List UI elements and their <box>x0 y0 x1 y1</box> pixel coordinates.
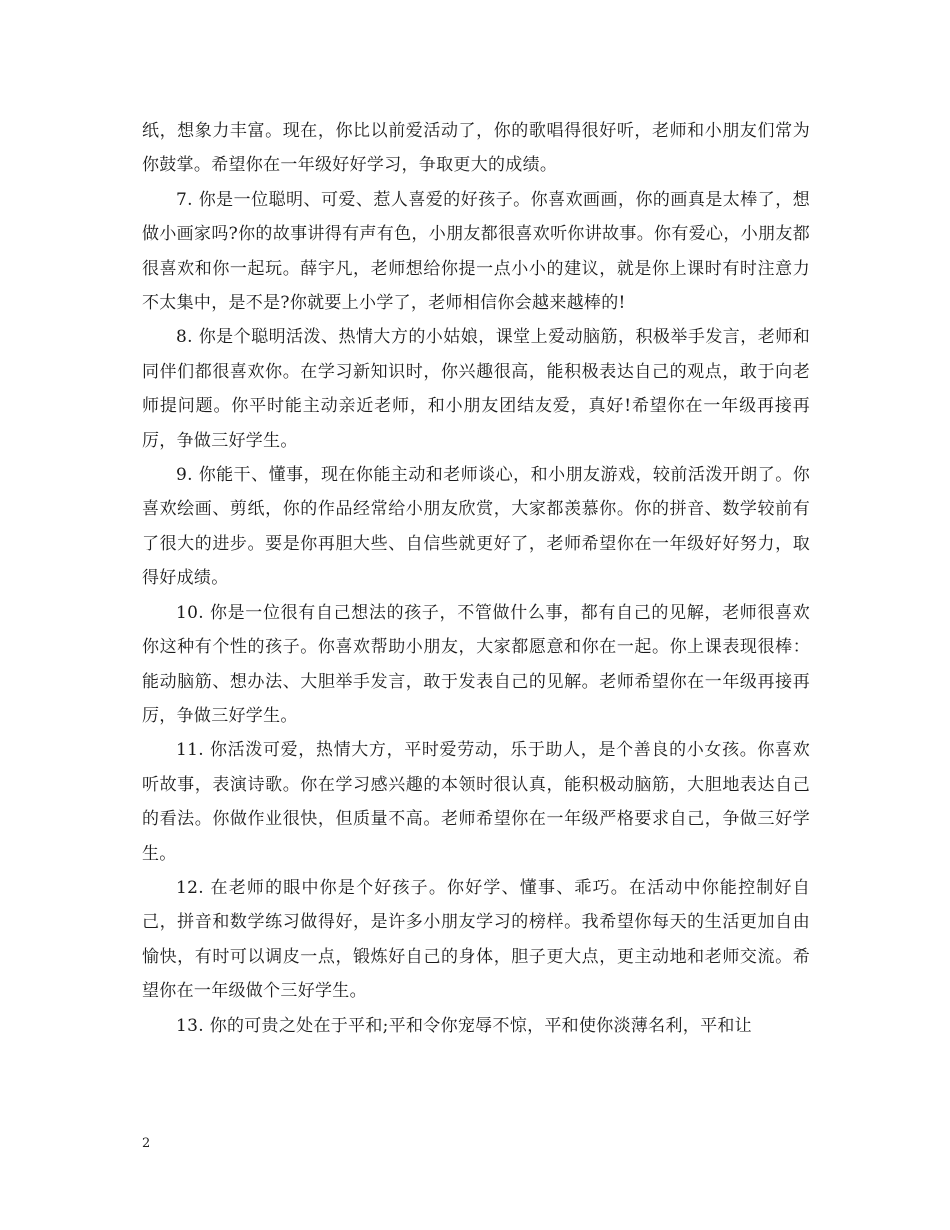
paragraph-comment-8: 8. 你是个聪明活泼、热情大方的小姑娘，课堂上爱动脑筋，积极举手发言，老师和同伴们都很喜欢你。在学习新知识时，你兴趣很高，能积极表达自己的观点，敢于向老师提问题。你平时能主动亲近老师，和小朋友团结友爱，真好!希望你在一年级再接再厉，争做三好学生。 <box>142 327 810 451</box>
paragraph-comment-10: 10. 你是一位很有自己想法的孩子，不管做什么事，都有自己的见解，老师很喜欢你这种有个性的孩子。你喜欢帮助小朋友，大家都愿意和你在一起。你上课表现很棒：能动脑筋、想办法、大胆举手发言，敢于发表自己的见解。老师希望你在一年级再接再厉，争做三好学生。 <box>142 602 810 726</box>
paragraph-comment-9: 9. 你能干、懂事，现在你能主动和老师谈心，和小朋友游戏，较前活泼开朗了。你喜欢绘画、剪纸，你的作品经常给小朋友欣赏，大家都羡慕你。你的拼音、数学较前有了很大的进步。要是你再胆大些、自信些就更好了，老师希望你在一年级好好努力，取得好成绩。 <box>142 465 810 589</box>
paragraph-comment-12: 12. 在老师的眼中你是个好孩子。你好学、懂事、乖巧。在活动中你能控制好自己，拼音和数学练习做得好，是许多小朋友学习的榜样。我希望你每天的生活更加自由愉快，有时可以调皮一点，锻炼好自己的身体，胆子更大点，更主动地和老师交流。希望你在一年级做个三好学生。 <box>142 877 810 1002</box>
paragraph-comment-13: 13. 你的可贵之处在于平和;平和令你宠辱不惊，平和使你淡薄名利，平和让 <box>176 1015 752 1036</box>
paragraph-comment-7: 7. 你是一位聪明、可爱、惹人喜爱的好孩子。你喜欢画画，你的画真是太棒了，想做小画家吗?你的故事讲得有声有色，小朋友都很喜欢听你讲故事。你有爱心，小朋友都很喜欢和你一起玩。薛宇凡，老师想给你提一点小小的建议，就是你上课时有时注意力不太集中，是不是?你就要上小学了，老师相信你会越来越棒的! <box>142 189 810 314</box>
paragraph-continuation: 纸，想象力丰富。现在，你比以前爱活动了，你的歌唱得很好听，老师和小朋友们常为你鼓掌。希望你在一年级好好学习，争取更大的成绩。 <box>142 121 810 176</box>
page-number: 2 <box>142 1136 151 1151</box>
page-body <box>142 114 810 1043</box>
paragraph-comment-11: 11. 你活泼可爱，热情大方，平时爱劳动，乐于助人，是个善良的小女孩。你喜欢听故事，表演诗歌。你在学习感兴趣的本领时很认真，能积极动脑筋，大胆地表达自己的看法。你做作业很快，但质量不高。老师希望你在一年级严格要求自己，争做三好学生。 <box>142 740 810 864</box>
